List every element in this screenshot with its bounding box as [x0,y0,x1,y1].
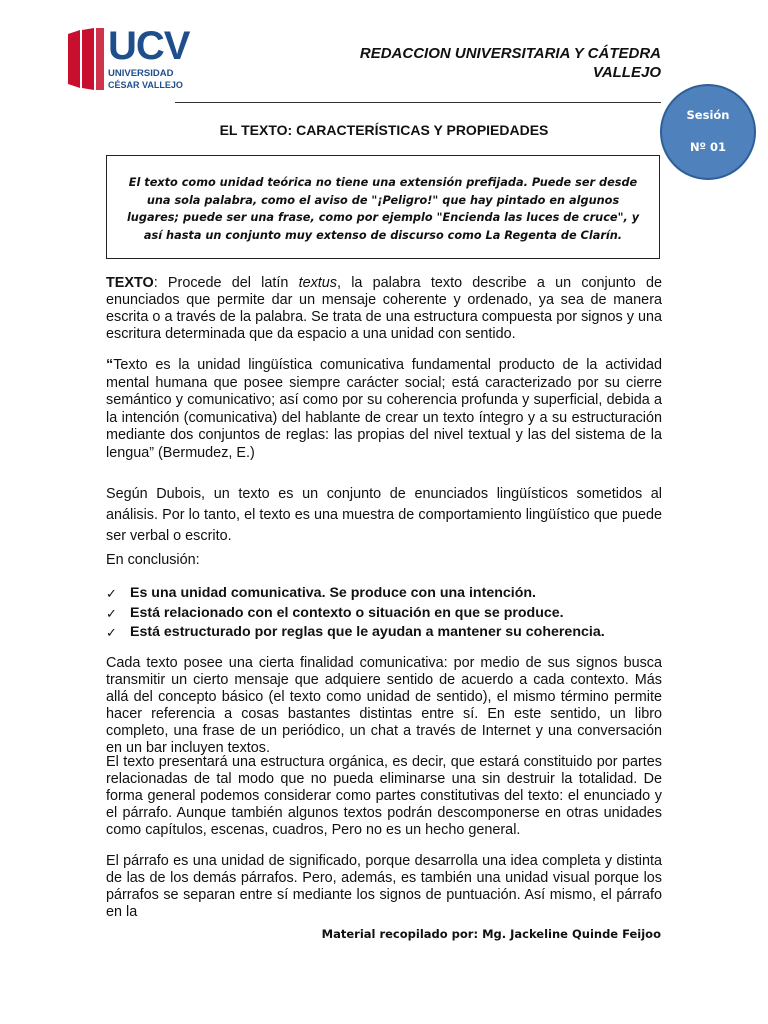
logo-abbr: UCV [108,24,190,68]
checklist-item [106,604,666,624]
quote-box [106,155,660,259]
session-label: Sesión [686,108,730,122]
check-icon: ✓ [106,586,117,601]
session-number: Nº 01 [689,140,727,154]
bermudez-quote-text: Texto es la unidad lingüística comunicativa fundamental producto de la actividad mental humana que posee siempre carácter social; está caracterizado por su cierre semántico y comunicativo; así como por su coherencia profunda y superficial, debida a la intención (comunicativa) del hablante de crear un texto íntegro y a su estructuración mediante dos conjuntos de reglas: las propias del nivel textual y las del sistema de la lengua” (Bermudez, E.) [106,357,662,461]
checklist-item [106,584,666,604]
logo-name-line: CÉSAR VALLEJO [108,80,183,90]
conclusion-label: En conclusión: [106,552,200,568]
header-title [301,44,661,82]
conclusion-checklist [106,584,666,643]
texto-def-part-a: : Procede del latín [153,275,299,291]
quote-text: El texto como unidad teórica no tiene una extensión prefijada. Puede ser desde una sola palabra, como el aviso de "¡Peligro!" que hay pintado en algunos lugares; puede ser una frase, como por ejemplo "Encienda las luces de cruce", y así hasta un conjunto muy extenso de discurso como La Regenta de Clarín. [126,176,640,242]
term-texto: TEXTO [106,275,154,291]
paragraph-dubois: Según Dubois, un texto es un conjunto de enunciados lingüísticos sometidos al análisis. Por lo tanto, el texto es una muestra de comportamiento lingüístico que puede ser verbal o escrito. [106,486,662,544]
paragraph-texto-definition [106,275,662,343]
check-icon: ✓ [106,605,117,621]
checklist-item-text: Está relacionado con el contexto o situación en que se produce. [130,604,564,621]
paragraph-parrafo: El párrafo es una unidad de significado, porque desarrolla una idea completa y distinta de las de los demás párrafos. Pero, además, es también una unidad visual porque los párrafos se separan entre sí mediante los signos de puntuación. Así mismo, el párrafo en la [106,853,662,920]
checklist-item-text: Es una unidad comunicativa. Se produce con una intención. [130,585,536,601]
header-title-line1: REDACCION UNIVERSITARIA Y CÁTEDRA [359,45,661,62]
open-quote-mark: “ [106,357,114,373]
checklist-item-text: Está estructurado por reglas que le ayudan a mantener su coherencia. [130,624,605,640]
document-title: EL TEXTO: CARACTERÍSTICAS Y PROPIEDADES [219,122,549,138]
logo-university-line: UNIVERSIDAD [108,68,174,79]
texto-def-part-b: , la palabra texto describe a un conjunto de enunciados que permite dar un mensaje coherente y ordenado, ya sea de manera escrita o a través de la palabra. Se trata de una estructura compuesta por signos y una escritura determinada que da espacio a una unidad con sentido. [106,275,662,342]
check-icon: ✓ [106,625,117,640]
checklist-item [106,623,666,643]
paragraph-finalidad: Cada texto posee una cierta finalidad comunicativa: por medio de sus signos busca transmitir un cierto mensaje que adquiere sentido de acuerdo a cada contexto. Más allá del concepto básico (el texto como unidad de sentido), el mismo término permite hacer referencia a cosas bastantes distintas entre sí. En este sentido, un libro completo, una frase de un periódico, un chat a través de Internet y una conversación en un bar incluyen textos. [106,655,662,756]
header-divider [175,102,661,103]
paragraph-estructura: El texto presentará una estructura orgánica, es decir, que estará constituido por partes relacionadas de tal modo que no pueda eliminarse una sin destruir la totalidad. De forma general podemos considerar como partes constitutivas del texto: el enunciado y el párrafo. Aunque también algunos textos podrán descomponerse en otras unidades como capítulos, escenas, cuadros, Pero no es un hecho general. [106,754,662,838]
latin-word: textus [298,275,338,291]
footer-credit: Material recopilado por: Mg. Jackeline Quinde Feijoo [321,927,661,941]
paragraph-quote-bermudez [106,357,662,463]
header-title-line2: VALLEJO [592,64,661,81]
